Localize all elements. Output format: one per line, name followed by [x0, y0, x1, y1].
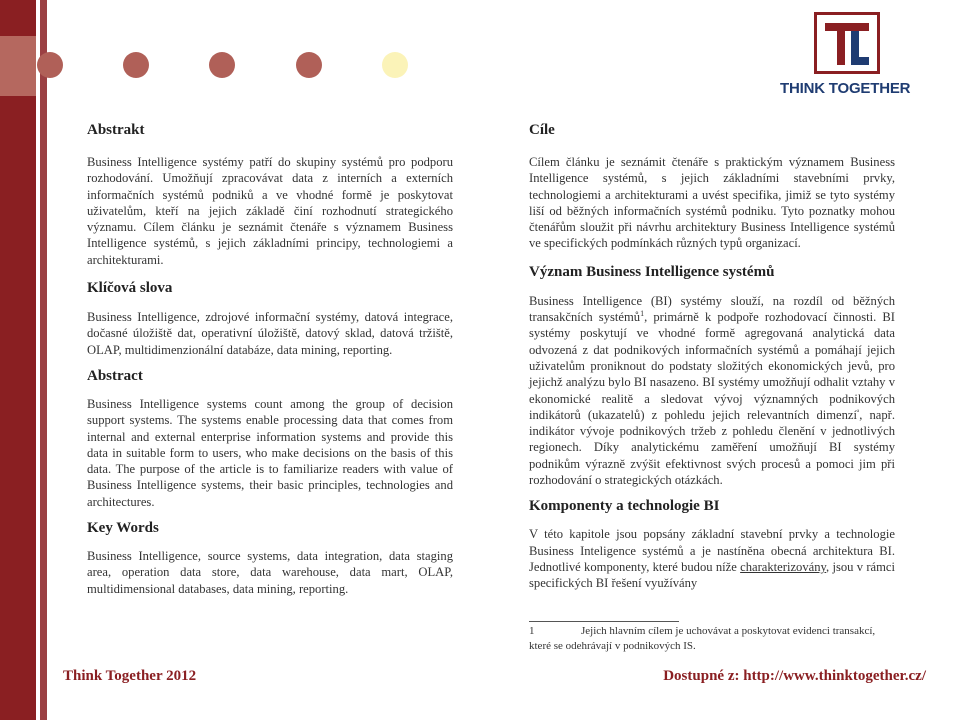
footnote-number: 1: [529, 625, 535, 637]
komponenty-body: [529, 526, 895, 591]
footnote-ref-1[interactable]: 1: [640, 308, 645, 318]
left-accent-bar: [0, 0, 36, 720]
key-words-heading: Key Words: [87, 520, 159, 537]
cile-heading: Cíle: [529, 122, 555, 138]
footnote: [529, 624, 895, 654]
decor-dot-1: [37, 52, 63, 78]
vyznam-body-part1: Business Intelligence (BI) systémy slouží, na rozdíl od běžných transakčních systémů: [529, 293, 895, 325]
vyznam-body-part2: , primárně k podpoře rozhodovací činnosti. BI systémy poskytují ve vhodné formě agregovaná analytická data odvozená z dat podnikových informačních systémů a pomáhají jejich uživatelům proniknout do podstaty složitých ekonomických jevů, pro jejichž analýzu bylo BI nasazeno. BI systémy umožňují odhalit vztahy v ekonomické realitě a sledovat vývoj významných podnikových indikátorů (ukazatelů) z pohledu jejich relevantních dimenzí: [529, 310, 895, 422]
komponenty-body-part1: V této kapitole jsou popsány základní stavební prvky a technologie Business Inteligence systémů a je nastíněna obecná architektura BI. Jednotlivé komponenty, které budou níže: [529, 527, 895, 574]
decor-dot-5: [382, 52, 408, 78]
footer-source-link[interactable]: Dostupné z: http://www.thinktogether.cz/: [663, 668, 926, 684]
left-column: [87, 120, 453, 597]
decor-dot-3: [209, 52, 235, 78]
komponenty-body-part2: , jsou v rámci specifických BI řešení využívány: [529, 559, 895, 591]
abstrakt-body: Business Intelligence systémy patří do skupiny systémů pro podporu rozhodování. Umožňují zpracovávat data z interních a externích informačních systémů podniků a ve vhodné formě je poskytovat uživatelům, kteří na jejich základě činí rozhodnutí strategického významu. Cílem článku je seznámit čtenáře s významem Business Intelligence systémů, s jejich základními principy, technologiemi a architekturami.: [87, 155, 453, 267]
left-accent-stripe: [40, 0, 47, 720]
key-words-body: Business Intelligence, source systems, data integration, data staging area, operation data store, data warehouse, data mart, OLAP, multidimensional databases, data mining, reporting.: [87, 549, 453, 596]
vyznam-body: [529, 293, 895, 489]
klicova-slova-body: Business Intelligence, zdrojové informační systémy, datová integrace, dočasné úložiště dat, operativní úložiště, datový sklad, datová tržiště, OLAP, multidimenzionální databáze, data mining, reporting.: [87, 310, 453, 357]
abstract-body: Business Intelligence systems count among the group of decision support systems. The systems enable processing data that comes from internal and external enterprise information systems and provide this data in suitable form to users, who make decisions on the basis of this data. The purpose of the article is to familiarize readers with value of Business Intelligence systems, their basic principles, technologies and architectures.: [87, 396, 453, 509]
logo-brand-text: THINK TOGETHER: [780, 80, 911, 97]
vyznam-body-part3: , např. indikátor vývoje podnikových tržeb z pohledu členění v jednotlivých regionech. Díky analytickému zaměření umožňují BI systémy podnikům výrazně zvýšit efektivnost svých procesů a pomoci jim při rozhodování o strategických otázkách.: [529, 407, 896, 488]
footnote-separator: [529, 621, 679, 622]
abstract-heading: Abstract: [87, 367, 143, 384]
abstrakt-heading: Abstrakt: [87, 122, 145, 138]
footnote-text: Jejich hlavním cílem je uchovávat a poskytovat evidenci transakcí, které se odehrávají v podnikových IS.: [529, 625, 876, 652]
footnote-ref-a: ᵃ: [857, 406, 860, 416]
footer-conference-name: Think Together 2012: [63, 668, 197, 684]
komponenty-underlined-word: charakterizovány: [740, 559, 827, 574]
vyznam-heading: Význam Business Intelligence systémů: [529, 263, 775, 280]
tl-monogram-icon: [814, 12, 880, 74]
think-together-logo: [780, 10, 930, 102]
cile-body: Cílem článku je seznámit čtenáře s praktickým významem Business Intelligence systémů, s jejich základními stavebními prvky, technologiemi a architekturami a uvést specifika, jimiž se tyto systémy liší od běžných informačních systémů podniku. Tyto poznatky mohou čtenářům sloužit při návrhu architektury Business Intelligence systémů ve specifických podmínkách různých typů organizací.: [529, 155, 895, 251]
decor-dot-4: [296, 52, 322, 78]
decor-dot-2: [123, 52, 149, 78]
komponenty-heading: Komponenty a technologie BI: [529, 498, 720, 515]
right-column: [529, 120, 895, 592]
klicova-slova-heading: Klíčová slova: [87, 280, 173, 297]
